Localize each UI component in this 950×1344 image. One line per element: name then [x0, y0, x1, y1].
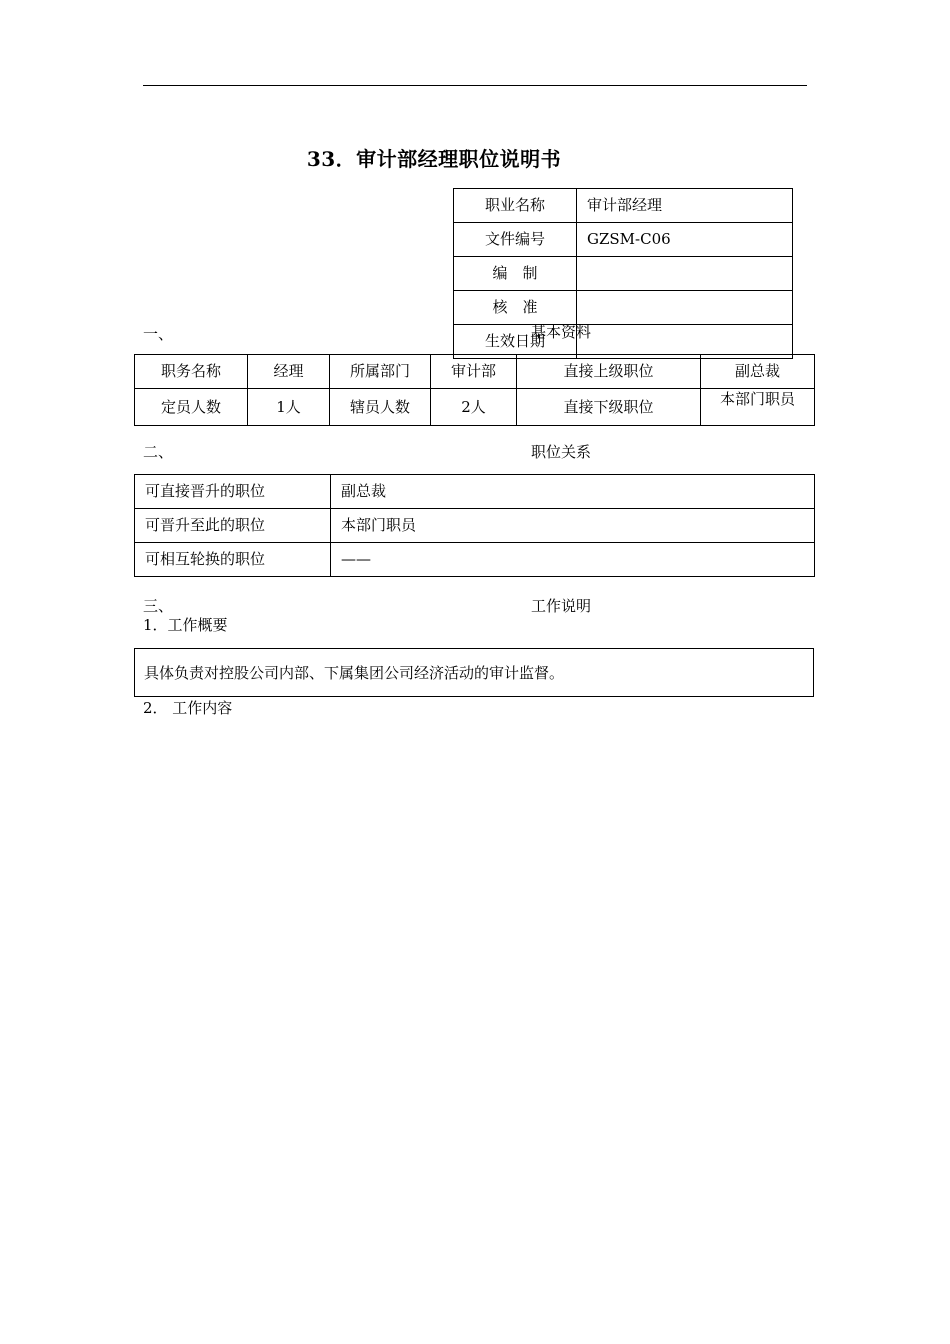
info-label: 职业名称 — [454, 189, 577, 223]
basic-row — [135, 355, 815, 389]
basic-info-table — [134, 354, 815, 426]
relation-label: 可相互轮换的职位 — [135, 543, 331, 577]
relation-row — [135, 509, 815, 543]
basic-cell-value: 审计部 — [431, 355, 517, 389]
relation-label: 可直接晋升的职位 — [135, 475, 331, 509]
header-rule — [143, 85, 807, 86]
info-value: 审计部经理 — [577, 189, 793, 223]
basic-cell-value: 1人 — [248, 389, 330, 426]
section-one-heading: 基本资料 — [531, 323, 592, 341]
info-label: 核 准 — [454, 291, 577, 325]
info-row — [454, 223, 793, 257]
info-row — [454, 257, 793, 291]
section-two-number: 二、 — [143, 443, 174, 461]
relation-value: —— — [331, 543, 815, 577]
info-value — [577, 257, 793, 291]
basic-cell-label: 定员人数 — [135, 389, 248, 426]
basic-cell-label: 直接下级职位 — [517, 389, 701, 426]
document-info-table — [453, 188, 793, 359]
basic-cell-label: 辖员人数 — [330, 389, 431, 426]
basic-cell-label: 直接上级职位 — [517, 355, 701, 389]
relation-value: 本部门职员 — [331, 509, 815, 543]
basic-cell-value: 经理 — [248, 355, 330, 389]
relation-row — [135, 543, 815, 577]
relation-row — [135, 475, 815, 509]
info-label: 文件编号 — [454, 223, 577, 257]
info-row — [454, 189, 793, 223]
info-label: 编 制 — [454, 257, 577, 291]
work-content-heading: 2． 工作内容 — [143, 699, 233, 717]
work-summary-text: 具体负责对控股公司内部、下属集团公司经济活动的审计监督。 — [144, 664, 565, 682]
info-row — [454, 291, 793, 325]
relation-value: 副总裁 — [331, 475, 815, 509]
work-summary-box — [134, 648, 814, 697]
basic-row — [135, 389, 815, 426]
section-three-heading: 工作说明 — [531, 597, 592, 615]
info-value: GZSM-C06 — [577, 223, 793, 257]
section-three-number: 三、 — [143, 597, 174, 615]
section-one-number: 一、 — [143, 325, 174, 343]
info-value — [577, 291, 793, 325]
relations-table — [134, 474, 815, 577]
basic-cell-label: 所属部门 — [330, 355, 431, 389]
page-title: 33．审计部经理职位说明书 — [306, 147, 562, 171]
basic-cell-value: 本部门职员 — [701, 389, 815, 426]
section-two-heading: 职位关系 — [531, 443, 592, 461]
basic-cell-value: 2人 — [431, 389, 517, 426]
work-summary-heading: 1．工作概要 — [143, 616, 228, 634]
basic-cell-value: 副总裁 — [701, 355, 815, 389]
basic-cell-label: 职务名称 — [135, 355, 248, 389]
relation-label: 可晋升至此的职位 — [135, 509, 331, 543]
info-label: 生效日期 — [454, 325, 577, 359]
